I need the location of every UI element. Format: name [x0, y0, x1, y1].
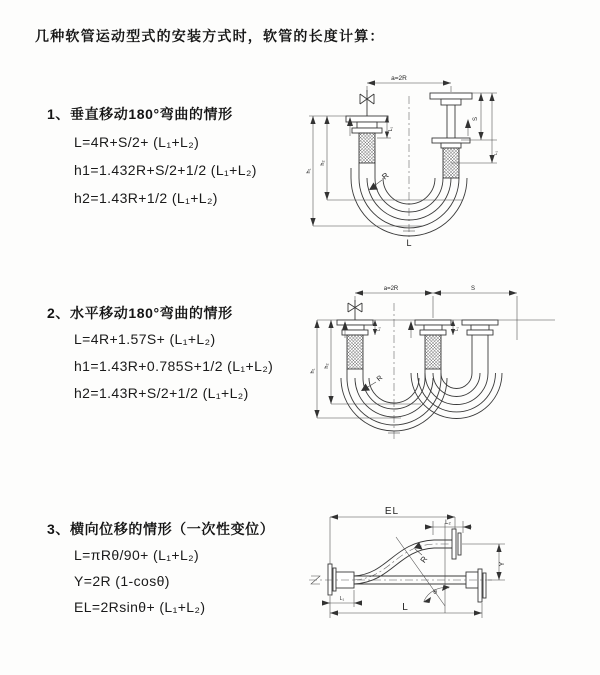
- right-flange: [462, 320, 498, 335]
- angle-theta: [423, 585, 450, 603]
- dim-h2-label: h₂: [320, 160, 326, 166]
- dim-y-label: Y: [499, 561, 506, 567]
- left-flange: [337, 320, 373, 335]
- dim-el-label: EL: [384, 506, 400, 517]
- radius-leader: [369, 171, 391, 190]
- section1-formula-h2: h2=1.43R+1/2 (L₁+L₂): [74, 190, 218, 206]
- page-title: 几种软管运动型式的安装方式时，软管的长度计算：: [35, 28, 385, 44]
- section2-formula-L: L=4R+1.57S+ (L₁+L₂): [74, 331, 216, 347]
- dim-h1-label: h₁: [310, 368, 316, 374]
- section2-formula-h1: h1=1.43R+0.785S+1/2 (L₁+L₂): [74, 358, 274, 374]
- dimension-l1-right: [489, 93, 498, 163]
- dim-l1-left-label: L₁: [376, 326, 381, 332]
- lower-flange: [466, 569, 486, 602]
- valve-icon: [360, 90, 374, 116]
- dim-s-label: S: [473, 116, 479, 122]
- diagram-vertical-180-bend: [303, 68, 503, 260]
- middle-flange: [415, 320, 451, 335]
- dim-h1-label: h₁: [306, 168, 312, 174]
- dimension-a2r: [367, 75, 451, 92]
- diagram-lateral-displacement: [296, 503, 516, 631]
- section2-heading: 2、水平移动180°弯曲的情形: [47, 305, 233, 321]
- angle-theta-label: θ: [433, 589, 437, 596]
- dim-a2r-label: a=2R: [383, 286, 399, 292]
- section3-heading: 3、横向位移的情形（一次性变位）: [47, 521, 275, 537]
- section1-formula-L: L=4R+S/2+ (L₁+L₂): [74, 134, 200, 150]
- diagram-horizontal-180-bend: [303, 278, 563, 453]
- radius-leader: [414, 542, 429, 565]
- section2-formula-h2: h2=1.43R+S/2+1/2 (L₁+L₂): [74, 385, 249, 401]
- dim-l1-mid-label: L₁: [454, 326, 459, 332]
- dim-l-label: L: [402, 602, 408, 613]
- upper-flange: [452, 529, 461, 559]
- valve-icon: [348, 300, 362, 320]
- section3-formula-Y: Y=2R (1-cosθ): [74, 573, 170, 589]
- dim-h2-label: h₂: [324, 363, 330, 369]
- dim-s-label: S: [470, 286, 476, 292]
- dimension-l2: [425, 520, 472, 535]
- section3-formula-EL: EL=2Rsinθ+ (L₁+L₂): [74, 599, 206, 615]
- dim-l1-left-label: L₁: [388, 126, 394, 132]
- length-label: L: [406, 238, 412, 248]
- dimension-l1-left: [373, 320, 381, 335]
- movement-arrow-mid: [408, 321, 414, 338]
- right-flange-lower: [432, 138, 470, 148]
- dim-a2r-label: a=2R: [391, 75, 407, 82]
- radius-label: R: [375, 374, 385, 384]
- radius-label: R: [380, 170, 391, 182]
- dimension-el: [330, 506, 455, 564]
- section1-formula-h1: h1=1.432R+S/2+1/2 (L₁+L₂): [74, 162, 257, 178]
- section1-heading: 1、垂直移动180°弯曲的情形: [47, 106, 233, 122]
- dim-l2-label: L₂: [445, 520, 451, 526]
- section3-formula-L: L=πRθ/90+ (L₁+L₂): [74, 547, 200, 563]
- dimension-l1-mid: [451, 320, 459, 335]
- radius-leader: [361, 375, 384, 391]
- right-flange-upper: [430, 93, 472, 105]
- radius-label: R: [418, 554, 430, 565]
- dim-l1-label: L₁: [339, 596, 345, 602]
- dimension-l: [330, 596, 482, 618]
- left-flange: [328, 564, 354, 595]
- dim-l1-right-label: L₁: [493, 150, 498, 156]
- movement-arrow-right: [465, 119, 471, 136]
